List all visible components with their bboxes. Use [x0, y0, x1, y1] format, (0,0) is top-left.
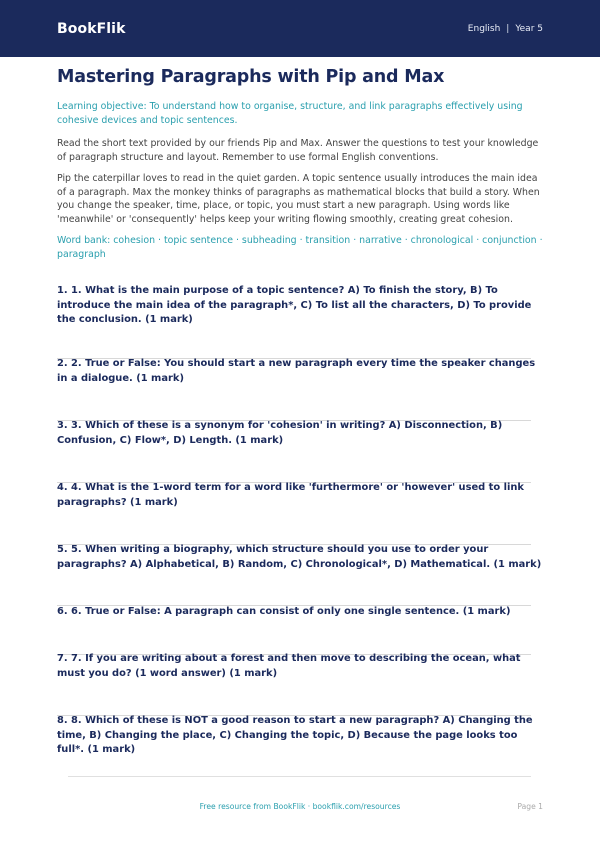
learning-objective: Learning objective: To understand how to organise, structure, and link paragraphs effectively using cohesive devices and topic sentences.: [57, 101, 523, 126]
page-header: [0, 0, 600, 57]
question-1: 1. 1. What is the main purpose of a topic sentence? A) To finish the story, B) To introduce the main idea of the paragraph*, C) To list all the characters, D) To provide the conclusion. (1 mark): [57, 285, 532, 326]
year-label: Year 5: [515, 23, 543, 34]
question-7: 7. 7. If you are writing about a forest and then move to describing the ocean, what must you do? (1 word answer) (1 mark): [57, 653, 521, 679]
page-title: Mastering Paragraphs with Pip and Max: [57, 67, 445, 87]
subject-label: English: [467, 23, 501, 34]
separator: |: [506, 23, 510, 34]
question-2: 2. 2. True or False: You should start a new paragraph every time the speaker changes in a dialogue. (1 mark): [57, 358, 536, 384]
question-6: 6. 6. True or False: A paragraph can consist of only one single sentence. (1 mark): [57, 606, 511, 617]
question-8: 8. 8. Which of these is NOT a good reason to start a new paragraph? A) Changing the time, B) Changing the place, C) Changing the topic, D) Because the page looks too full*. (1 mark): [57, 715, 533, 756]
subject-year: [468, 24, 543, 34]
story-paragraph: Pip the caterpillar loves to read in the quiet garden. A topic sentence usually introduces the main idea of a paragraph. Max the monkey thinks of paragraphs as mathematical blocks that build a story. When you change the speaker, time, place, or topic, you must start a new paragraph. Using words like 'meanwhile' or 'consequently' helps keep your writing flowing smoothly, creating great cohesion.: [57, 173, 540, 225]
intro-paragraph: Read the short text provided by our friends Pip and Max. Answer the questions to test your knowledge of paragraph structure and layout. Remember to use formal English conventions.: [57, 138, 539, 163]
footer-resource-link[interactable]: Free resource from BookFlik · bookflik.com/resources: [199, 802, 401, 811]
word-bank: Word bank: cohesion · topic sentence · subheading · transition · narrative · chronological · conjunction · paragraph: [57, 235, 543, 260]
footer-divider: [68, 776, 531, 777]
intro-section: [57, 66, 543, 261]
question-4: 4. 4. What is the 1-word term for a word like 'furthermore' or 'however' used to link paragraphs? (1 mark): [57, 482, 524, 508]
question-3: 3. 3. Which of these is a synonym for 'cohesion' in writing? A) Disconnection, B) Confusion, C) Flow*, D) Length. (1 mark): [57, 420, 503, 446]
page-number: Page 1: [517, 802, 543, 811]
question-5: 5. 5. When writing a biography, which structure should you use to order your paragraphs? A) Alphabetical, B) Random, C) Chronological*, D) Mathematical. (1 mark): [57, 544, 542, 570]
brand-logo: BookFlik: [57, 20, 126, 37]
